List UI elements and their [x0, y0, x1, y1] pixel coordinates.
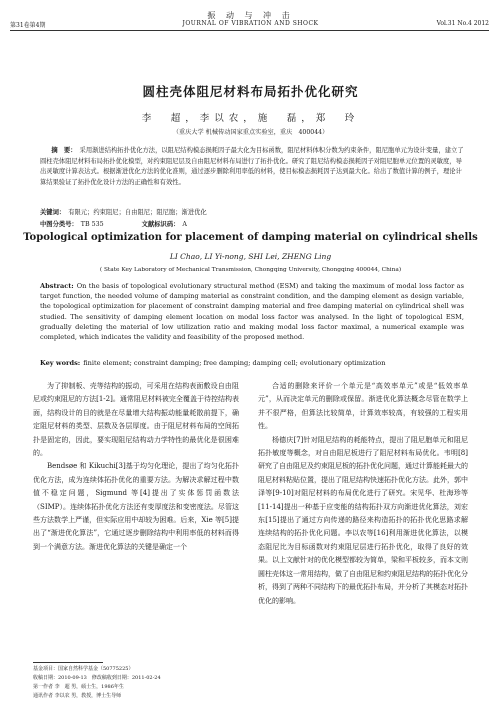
paper-title-cn: 圆柱壳体阻尼材料布局拓扑优化研究: [142, 84, 359, 99]
body-column-right: [258, 380, 468, 700]
journal-name-en: JOURNAL OF VIBRATION AND SHOCK: [182, 20, 319, 27]
body-column-left: [33, 380, 239, 665]
clc-value: TB 535: [80, 221, 104, 228]
abstract-cn-label: 摘 要：: [51, 147, 77, 154]
paper-title-en: Topological optimization for placement of damping material on cylindrical shells: [23, 232, 478, 243]
body-paragraph: 为了抑制板、壳等结构的振动，可采用在结构表面敷设自由阻尼或约束阻尼的方法[1-2]。通常阻尼材料被完全覆盖于待控结构表面，结构设计的目的就是在尽量增大结构振动能量耗散前提下，确定阻尼材料的类型、层数及各层厚度。由于阻尼材料布局的空间拓扑是固定的，因此，要实现阻尼结构动力学特性的最优化是很困难的。: [33, 382, 239, 458]
abstract-cn: [40, 146, 464, 188]
footnote-funding: 基金项目：国家自然科学基金（50775225）: [33, 666, 134, 672]
authors-en: LI Chao, LI Yi-nong, SHI Lei, ZHENG Ling: [169, 252, 332, 261]
keywords-en-label: Key words:: [40, 359, 81, 367]
abstract-en: [40, 281, 464, 342]
footnote-corresponding-author: 通讯作者 李以农 男，教授，博士生导师: [33, 693, 122, 699]
keywords-en-text: finite element; constraint damping; free damping; damping cell; evolutionary optimization: [83, 359, 386, 367]
abstract-en-label: Abstract:: [40, 282, 74, 290]
body-paragraph: 合适的删除来评价一个单元是“高效率单元”或是“低效率单元”，从而决定单元的删除或保留。渐进优化算法概念尽管在数学上并不很严格，但算法比较简单，计算效率较高，有较强的工程实用性。: [258, 382, 468, 431]
body-paragraph: Bendsøe 和 Kikuchi[3]基于均匀化理论，提出了均匀化拓扑优化方法，成为连续体拓扑优化的重要方法。为解决求解过程中数值不稳定问题，Sigmund 等[4]提出了实体惩罚函数法（SIMP）。连续体拓扑优化方法还有变厚度法和变密度法。尽管这些方法数学上严谨，但实际应用中却较为困难。后来，Xie 等[5]提出了“渐进优化算法”，它通过逐步删除结构中利用率低的材料而得到一个满意方法。渐进优化算法的关键是确定一个: [33, 462, 239, 551]
keywords-cn: [40, 208, 464, 219]
footnote-first-author: 第一作者 李 超 男，硕士生，1986年生: [33, 684, 124, 690]
header-rule: [10, 30, 489, 31]
footnote-rule: [33, 662, 103, 663]
footnotes: [33, 665, 243, 701]
keywords-en: [40, 358, 464, 368]
keywords-cn-label: 关键词：: [40, 209, 66, 216]
issue-info-right: Vol.31 No.4 2012: [436, 20, 489, 27]
affiliation-cn: （重庆大学 机械传动国家重点实验室，重庆 400044）: [172, 129, 329, 136]
classification-cn: [40, 220, 464, 231]
abstract-en-text: On the basis of topological evolutionary structural method (ESM) and taking the maximum of modal loss factor as target function, the needed volume of damping material as constraint condition, and the damping element as design variable, the topological optimization for placement of constraint damping material and free damping material on cylindrical shell was studied. The sensitivity of damping element location on modal loss factor was analysed. In the light of topological ESM, gradually deleting the material of low utilization ratio and making modal loss factor maximal, a numerical example was completed, which indicates the validity and feasibility of the proposed method.: [40, 282, 464, 342]
clc-label: 中图分类号：: [40, 221, 78, 228]
authors-cn: 李 超，李以农，施 磊，郑 玲: [141, 113, 360, 124]
doc-code-label: 文献标识码：: [141, 221, 180, 228]
journal-name-cn: 振 动 与 冲 击: [207, 11, 294, 20]
body-paragraph: 杨德庆[7]针对阻尼结构的耗能特点，提出了阻尼胞单元和阻尼拓扑敏度等概念，对自由阻尼板进行了阻尼材料布局优化。韦明[8]研究了自由阻尼及约束阻尼板的拓扑优化问题，通过计算能耗最大的阻尼材料粘贴位置，提出了阻尼结构快速拓扑优化方法。此外，郭中泽等[9-10]对阻尼材料的布局优化进行了研究。宋见华、杜海珍等[11-14]提出一种基于应变能的结构拓扑双方向渐进优化算法，刘宏东[15]提出了通过方向传递的路径来构造拓扑的拓扑优化思路求解连续结构的拓扑优化问题。李以农等[16]利用渐进优化算法，以模态阻尼比为目标函数对约束阻尼层进行拓扑优化，取得了良好的效果。以上文献针对的优化模型都较为简单，梁和平板较多，而本文则圆柱壳体这一常用结构，做了自由阻尼和约束阻尼结构的拓扑优化分析，得到了两种不同结构下的最优拓扑布局，并分析了其模态对拓扑优化的影响。: [258, 435, 468, 605]
abstract-cn-text: 采用渐进结构拓扑优化方法，以阻尼结构模态损耗因子最大化为目标函数，阻尼材料体积分数为约束条件，阻尼胞单元为设计变量，建立了圆柱壳体阻尼材料布局拓扑优化模型，对约束阻尼层及自由阻尼材料布局进行了拓扑优化。研究了阻尼结构模态损耗因子对阻尼胞单元位置的灵敏度，导出灵敏度计算表达式。根据渐进优化方法的优化准则，通过逐步删除利用率低的材料，使目标模态损耗因子达到最大化。给出了数值计算的例子，理论计算结果验证了拓扑优化设计方法的正确性和有效性。: [40, 147, 464, 186]
affiliation-en: ( State Key Laboratory of Mechanical Transmission, Chongqing University, Chongqing 400044, China): [99, 267, 402, 273]
doc-code-value: A: [182, 221, 187, 228]
keywords-cn-text: 有限元；约束阻尼；自由阻尼；阻尼胞；渐进优化: [68, 209, 207, 216]
footnote-dates: 收稿日期：2010-09-13 修改稿收到日期：2011-02-24: [33, 675, 161, 681]
issue-info-left: 第31卷第4期: [10, 22, 46, 29]
